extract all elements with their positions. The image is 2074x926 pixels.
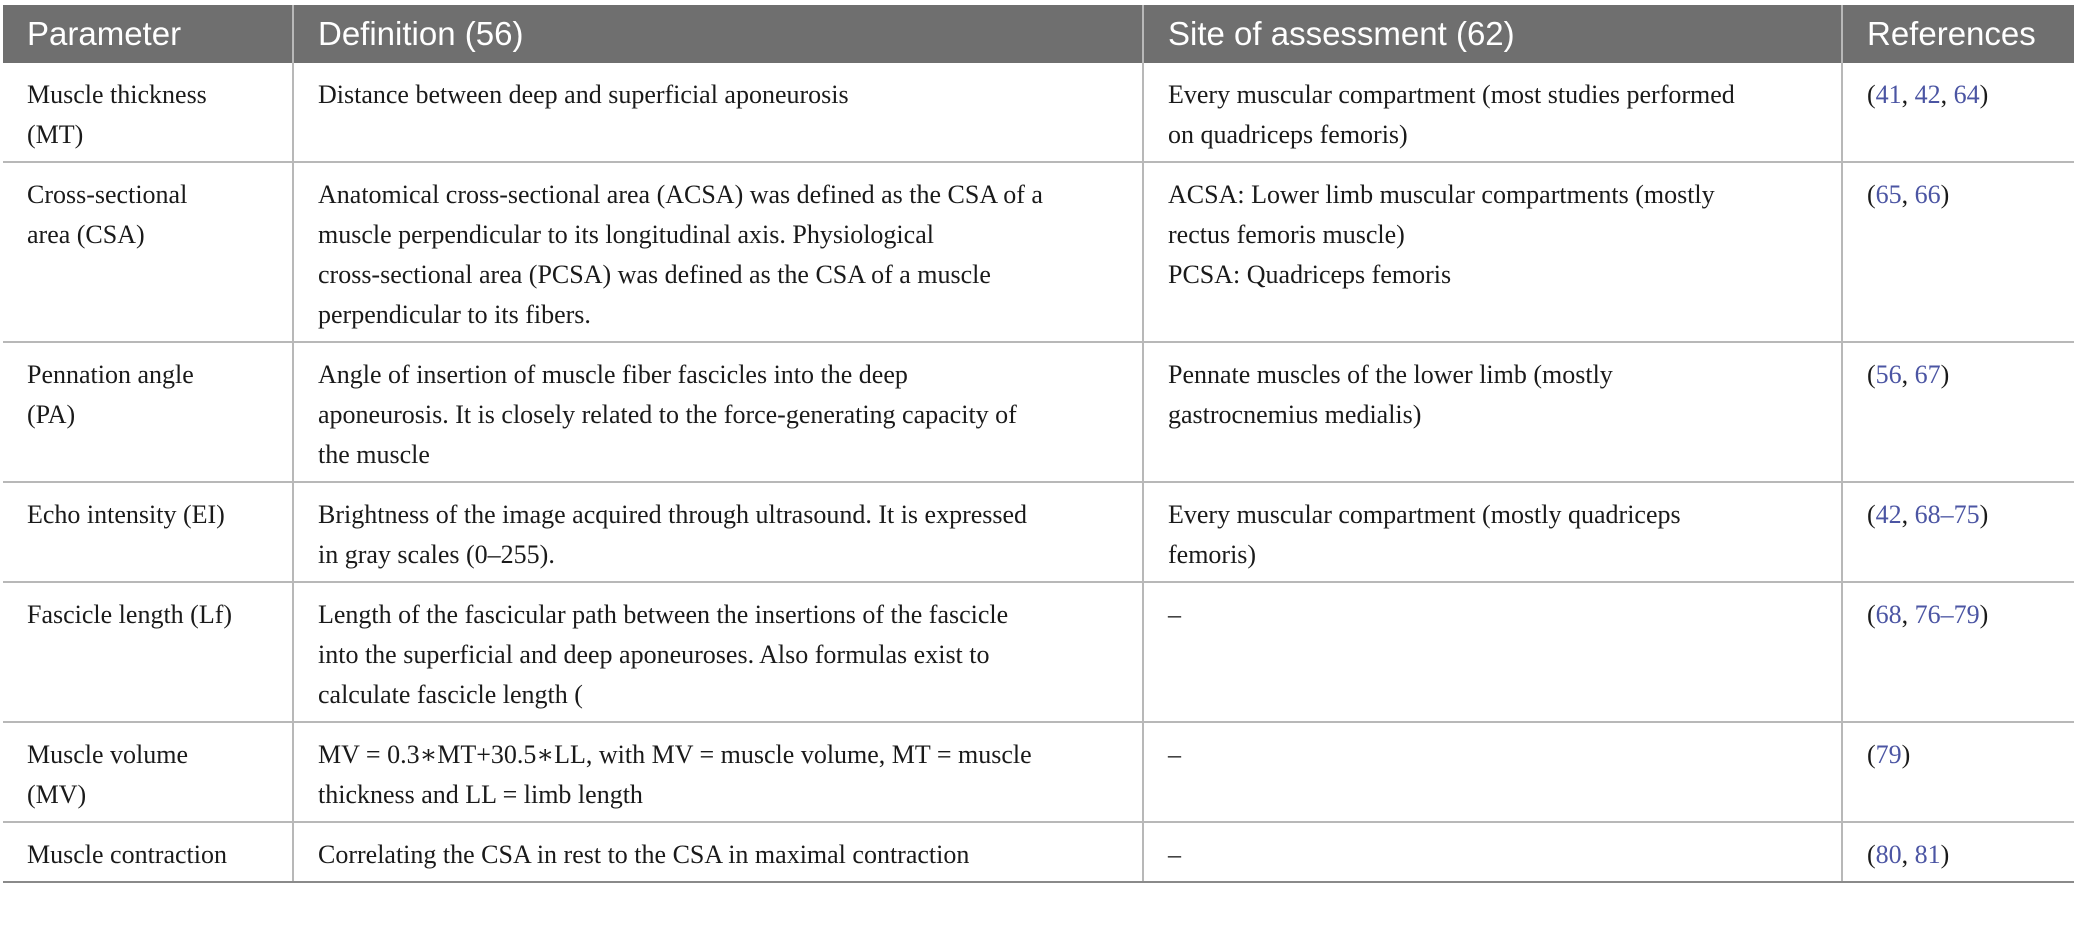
table-row xyxy=(3,722,2074,822)
site-cell xyxy=(1143,63,1842,162)
parameter-cell-line: Pennation angle xyxy=(27,360,194,389)
parameter-cell xyxy=(3,162,293,342)
references-cell: (68, 76–79) xyxy=(1842,582,2074,722)
definition-cell-line: Correlating the CSA in rest to the CSA in maximal contraction xyxy=(318,840,970,869)
definition-cell xyxy=(293,482,1143,582)
site-cell-line: – xyxy=(1168,600,1181,629)
references-cell: (56, 67) xyxy=(1842,342,2074,482)
definition-cell-line: calculate fascicle length ( xyxy=(318,680,583,709)
table-row xyxy=(3,482,2074,582)
site-cell xyxy=(1143,822,1842,882)
site-cell xyxy=(1143,342,1842,482)
site-cell-line: Every muscular compartment (mostly quadriceps xyxy=(1168,500,1681,529)
definition-cell-line: thickness and LL = limb length xyxy=(318,780,643,809)
site-cell-line: femoris) xyxy=(1168,540,1257,569)
reference-link[interactable]: 68–75 xyxy=(1914,500,1980,529)
parameter-cell-line: Echo intensity (EI) xyxy=(27,500,225,529)
reference-link[interactable]: 76–79 xyxy=(1914,600,1980,629)
table-row xyxy=(3,342,2074,482)
parameter-cell-line: (PA) xyxy=(27,400,76,429)
definition-cell xyxy=(293,342,1143,482)
header-site-of-assessment: Site of assessment (62) xyxy=(1143,5,1842,63)
reference-link[interactable]: 42 xyxy=(1875,500,1902,529)
site-cell-line: – xyxy=(1168,740,1181,769)
reference-link[interactable]: 56 xyxy=(1875,360,1902,389)
definition-cell xyxy=(293,722,1143,822)
header-definition: Definition (56) xyxy=(293,5,1143,63)
definition-cell-line: MV = 0.3∗MT+30.5∗LL, with MV = muscle volume, MT = muscle xyxy=(318,740,1032,769)
parameter-cell-line: Muscle thickness xyxy=(27,80,207,109)
references-cell: (41, 42, 64) xyxy=(1842,63,2074,162)
site-cell-line: gastrocnemius medialis) xyxy=(1168,400,1422,429)
references-cell: (42, 68–75) xyxy=(1842,482,2074,582)
site-cell-line: Pennate muscles of the lower limb (mostly xyxy=(1168,360,1613,389)
reference-link[interactable]: 81 xyxy=(1914,840,1941,869)
parameter-cell xyxy=(3,722,293,822)
reference-link[interactable]: 64 xyxy=(1953,80,1980,109)
site-cell xyxy=(1143,722,1842,822)
references-cell: (79) xyxy=(1842,722,2074,822)
definition-cell-line: cross-sectional area (PCSA) was defined as the CSA of a muscle xyxy=(318,260,991,289)
definition-cell-line: in gray scales (0–255). xyxy=(318,540,555,569)
reference-link[interactable]: 66 xyxy=(1914,180,1941,209)
table-body xyxy=(3,63,2074,882)
table-row xyxy=(3,822,2074,882)
definition-cell xyxy=(293,63,1143,162)
reference-link[interactable]: 42 xyxy=(1914,80,1941,109)
table-row xyxy=(3,63,2074,162)
parameter-cell-line: Cross-sectional xyxy=(27,180,188,209)
parameter-cell-line: Muscle contraction xyxy=(27,840,227,869)
site-cell-line: – xyxy=(1168,840,1181,869)
header-row xyxy=(3,5,2074,63)
header-parameter: Parameter xyxy=(3,5,293,63)
parameter-cell xyxy=(3,63,293,162)
parameter-cell-line: (MV) xyxy=(27,780,87,809)
parameter-cell-line: area (CSA) xyxy=(27,220,145,249)
definition-cell xyxy=(293,822,1143,882)
site-cell xyxy=(1143,162,1842,342)
definition-cell-line: muscle perpendicular to its longitudinal axis. Physiological xyxy=(318,220,934,249)
definition-cell-line: perpendicular to its fibers. xyxy=(318,300,591,329)
definition-cell-line: Distance between deep and superficial aponeurosis xyxy=(318,80,849,109)
site-cell-line: ACSA: Lower limb muscular compartments (mostly xyxy=(1168,180,1715,209)
parameter-cell xyxy=(3,342,293,482)
header-references: References xyxy=(1842,5,2074,63)
parameter-cell-line: Muscle volume xyxy=(27,740,189,769)
definition-cell-line: aponeurosis. It is closely related to the force-generating capacity of xyxy=(318,400,1017,429)
reference-link[interactable]: 80 xyxy=(1875,840,1902,869)
site-cell xyxy=(1143,582,1842,722)
site-cell-line: on quadriceps femoris) xyxy=(1168,120,1408,149)
parameter-cell xyxy=(3,822,293,882)
site-cell xyxy=(1143,482,1842,582)
reference-link[interactable]: 79 xyxy=(1875,740,1902,769)
parameters-table xyxy=(3,5,2074,883)
definition-cell-line: Length of the fascicular path between the insertions of the fascicle xyxy=(318,600,1009,629)
table-row xyxy=(3,162,2074,342)
definition-cell xyxy=(293,162,1143,342)
reference-link[interactable]: 67 xyxy=(1914,360,1941,389)
parameter-cell-line: Fascicle length (Lf) xyxy=(27,600,233,629)
parameter-cell-line: (MT) xyxy=(27,120,84,149)
parameter-cell xyxy=(3,582,293,722)
definition-cell-line: the muscle xyxy=(318,440,430,469)
reference-link[interactable]: 68 xyxy=(1875,600,1902,629)
references-cell: (80, 81) xyxy=(1842,822,2074,882)
site-cell-line: PCSA: Quadriceps femoris xyxy=(1168,260,1452,289)
parameter-cell xyxy=(3,482,293,582)
definition-cell xyxy=(293,582,1143,722)
references-cell: (65, 66) xyxy=(1842,162,2074,342)
table-header xyxy=(3,5,2074,63)
definition-cell-line: Angle of insertion of muscle fiber fascicles into the deep xyxy=(318,360,908,389)
reference-link[interactable]: 41 xyxy=(1875,80,1902,109)
site-cell-line: rectus femoris muscle) xyxy=(1168,220,1405,249)
definition-cell-line: Brightness of the image acquired through ultrasound. It is expressed xyxy=(318,500,1028,529)
reference-link[interactable]: 65 xyxy=(1875,180,1902,209)
table-row xyxy=(3,582,2074,722)
definition-cell-line: Anatomical cross-sectional area (ACSA) was defined as the CSA of a xyxy=(318,180,1043,209)
site-cell-line: Every muscular compartment (most studies performed xyxy=(1168,80,1735,109)
definition-cell-line: into the superficial and deep aponeuroses. Also formulas exist to xyxy=(318,640,990,669)
